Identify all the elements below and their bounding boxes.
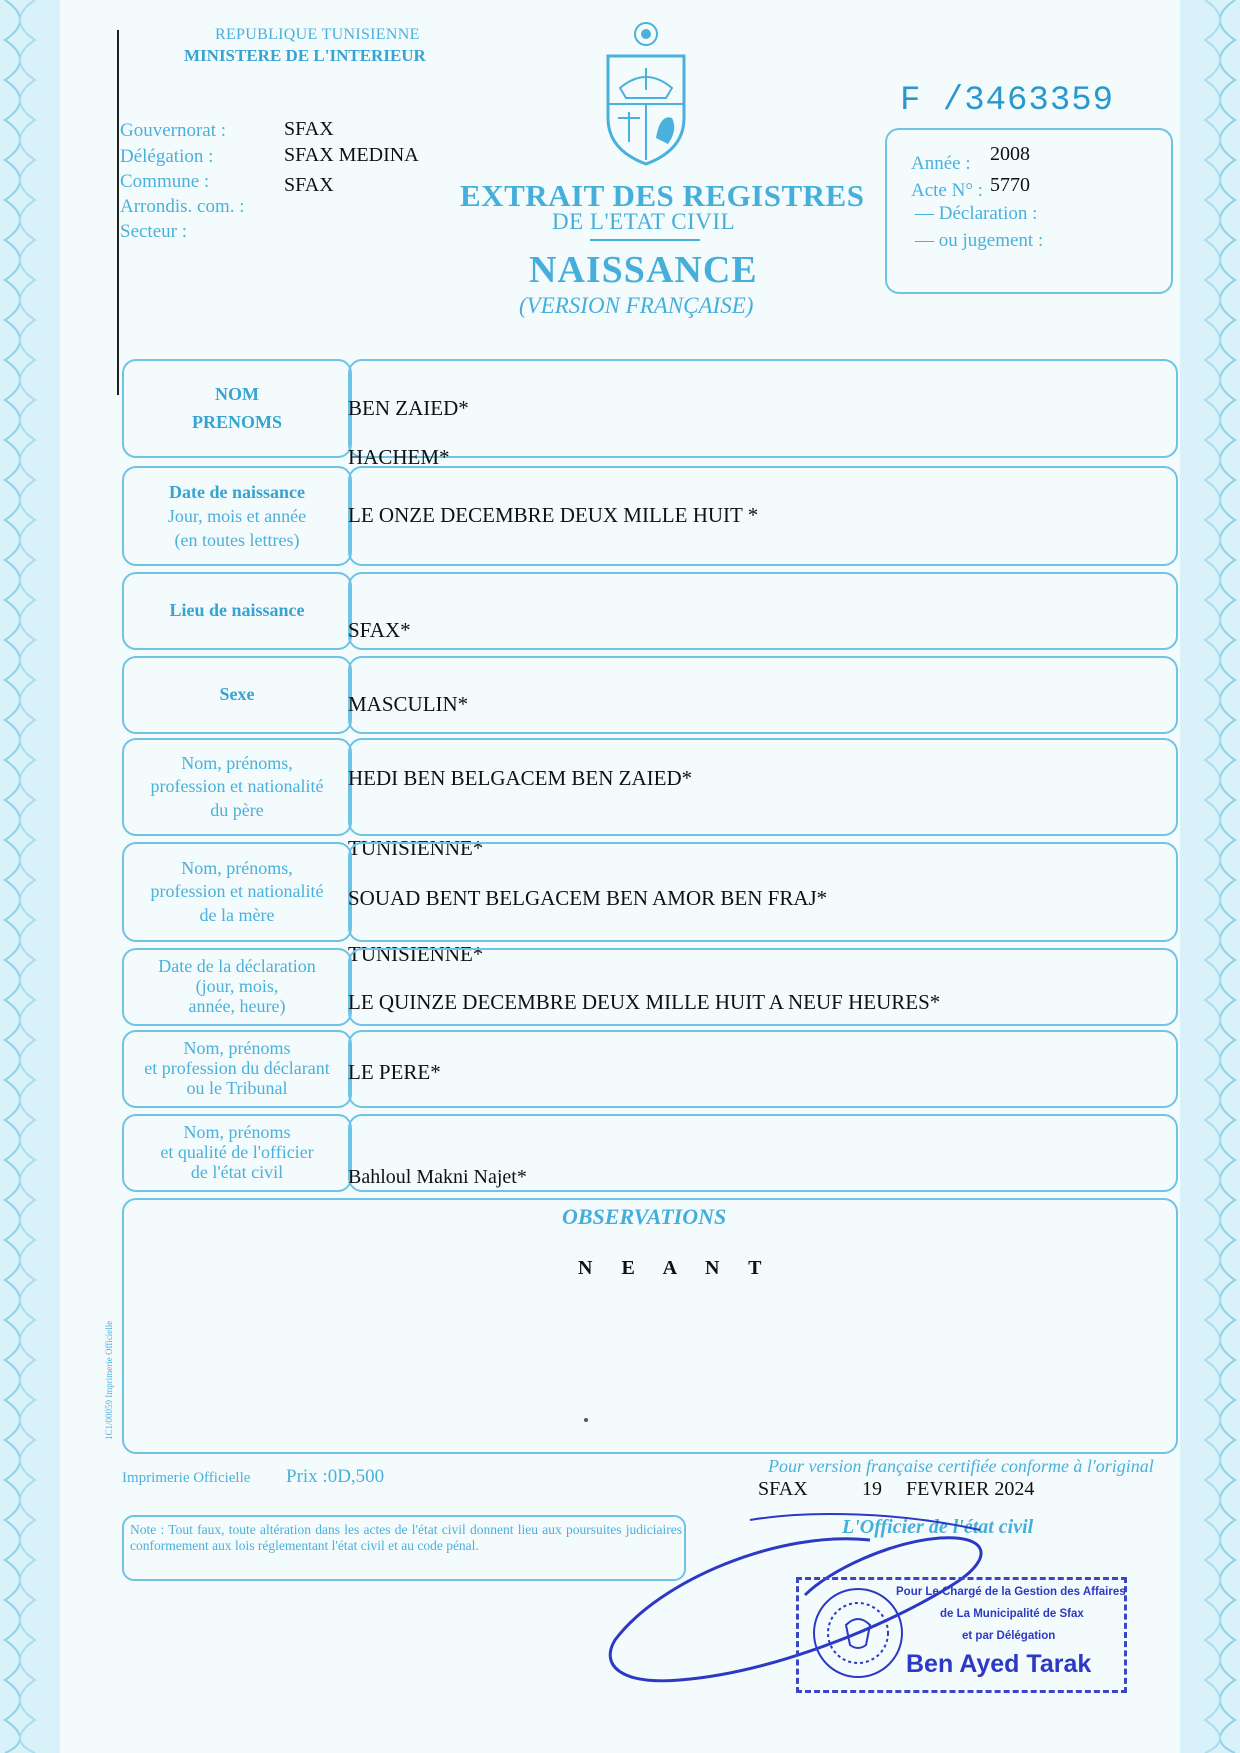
- sexe-label-box: [122, 656, 352, 734]
- acte-label: Acte N° :: [911, 180, 983, 201]
- officier-label-line1: Nom, prénoms: [183, 1122, 291, 1143]
- declaration-label: — Déclaration :: [915, 203, 1038, 224]
- lieu-naissance-value: SFAX*: [348, 618, 411, 642]
- declaration-label-line1: Date de la déclaration: [158, 956, 316, 977]
- coat-of-arms-icon: [600, 18, 692, 168]
- secteur-label: Secteur :: [120, 221, 188, 242]
- mere-label-line1: Nom, prénoms,: [181, 857, 293, 878]
- stamp-line2: de La Municipalité de Sfax: [940, 1608, 1084, 1620]
- gouvernorat-label: Gouvernorat :: [120, 120, 227, 141]
- sexe-value-box: [348, 656, 1178, 734]
- pere-label-line2: profession et nationalité: [150, 776, 324, 797]
- stamp-line3: et par Délégation: [962, 1630, 1056, 1642]
- lieu-naissance-label: Lieu de naissance: [169, 600, 305, 621]
- officier-value: Bahloul Makni Najet*: [348, 1166, 527, 1188]
- observations-value: N E A N T: [578, 1257, 774, 1279]
- observations-dot: [584, 1418, 588, 1422]
- title-etat-civil: DE L'ETAT CIVIL: [552, 209, 736, 234]
- nom-prenoms-value-box: [348, 359, 1178, 458]
- certification-text: Pour version française certifiée conforme à l'original: [768, 1456, 1154, 1476]
- pere-value: HEDI BEN BELGACEM BEN ZAIED*: [348, 766, 693, 790]
- arrondissement-label: Arrondis. com. :: [120, 196, 245, 217]
- sexe-label: Sexe: [219, 684, 255, 705]
- declarant-value-box: [348, 1030, 1178, 1108]
- imprimerie-label: Imprimerie Officielle: [122, 1470, 251, 1486]
- mere-nationalite: TUNISIENNE*: [348, 942, 484, 966]
- stamp-name: Ben Ayed Tarak: [906, 1650, 1092, 1678]
- commune-value: SFAX: [284, 174, 334, 196]
- nom-value: BEN ZAIED*: [348, 396, 469, 420]
- observations-box: [122, 1198, 1178, 1454]
- right-guilloche-border: [1180, 0, 1240, 1753]
- date-naissance-title: Date de naissance: [169, 482, 305, 503]
- jugement-label: — ou jugement :: [915, 230, 1044, 251]
- officier-signature-label: L'Officier de l'état civil: [842, 1516, 1034, 1538]
- prix-label: Prix :0D,500: [286, 1466, 385, 1487]
- declaration-label-box: [122, 948, 352, 1026]
- mere-value: SOUAD BENT BELGACEM BEN AMOR BEN FRAJ*: [348, 886, 828, 910]
- mere-label-line3: de la mère: [199, 904, 275, 925]
- title-version: (VERSION FRANÇAISE): [519, 293, 754, 318]
- issue-month-year: FEVRIER 2024: [906, 1478, 1035, 1500]
- issue-day: 19: [862, 1478, 882, 1500]
- gouvernorat-value: SFAX: [284, 118, 334, 140]
- pere-nationalite: TUNISIENNE*: [348, 836, 484, 860]
- declarant-label-line3: ou le Tribunal: [186, 1077, 288, 1098]
- declarant-value: LE PERE*: [348, 1060, 441, 1084]
- date-naissance-label-box: [122, 466, 352, 566]
- title-divider: [590, 239, 700, 241]
- country-name: REPUBLIQUE TUNISIENNE: [215, 26, 420, 43]
- annee-value: 2008: [990, 143, 1030, 165]
- sexe-value: MASCULIN*: [348, 692, 469, 716]
- acte-value: 5770: [990, 174, 1030, 196]
- declarant-label-line2: et profession du déclarant: [144, 1058, 330, 1079]
- pere-label-line3: du père: [210, 799, 264, 820]
- serial-number: F /3463359: [900, 82, 1115, 120]
- mere-label-line2: profession et nationalité: [150, 881, 324, 902]
- left-margin-rule: [117, 30, 119, 395]
- title-naissance: NAISSANCE: [529, 249, 758, 291]
- declaration-value: LE QUINZE DECEMBRE DEUX MILLE HUIT A NEUF HEURES*: [348, 990, 941, 1014]
- ministry-name: MINISTERE DE L'INTERIEUR: [184, 46, 426, 65]
- pere-label-line1: Nom, prénoms,: [181, 752, 293, 773]
- officier-label-box: [122, 1114, 352, 1192]
- lieu-naissance-label-box: [122, 572, 352, 650]
- side-print-text: 1C1/00059 Imprimerie Officielle: [104, 1320, 114, 1440]
- prenoms-value: HACHEM*: [348, 445, 450, 469]
- declarant-label-line1: Nom, prénoms: [183, 1038, 291, 1059]
- prenoms-label: PRENOMS: [192, 411, 282, 432]
- commune-label: Commune :: [120, 171, 210, 192]
- title-extrait: EXTRAIT DES REGISTRES: [460, 178, 865, 213]
- issue-place: SFAX: [758, 1478, 808, 1500]
- legal-note: Note : Tout faux, toute altération dans les actes de l'état civil donnent lieu aux poursuites judiciaires conformement aux lois réglementant l'état civil et au code pénal.: [130, 1522, 682, 1553]
- delegation-value: SFAX MEDINA: [284, 144, 419, 166]
- date-naissance-sub2: (en toutes lettres): [174, 529, 300, 550]
- nom-prenoms-label-box: [122, 359, 352, 458]
- delegation-label: Délégation :: [120, 146, 214, 167]
- officier-label-line2: et qualité de l'officier: [160, 1142, 314, 1163]
- declaration-label-line2: (jour, mois,: [195, 976, 279, 997]
- declaration-label-line3: année, heure): [188, 995, 286, 1016]
- observations-title: OBSERVATIONS: [562, 1204, 727, 1229]
- officier-label-line3: de l'état civil: [190, 1161, 284, 1182]
- nom-label: NOM: [215, 383, 259, 404]
- date-naissance-sub1: Jour, mois et année: [167, 506, 307, 527]
- stamp-line1: Pour Le Chargé de la Gestion des Affaires: [896, 1586, 1126, 1598]
- lieu-naissance-value-box: [348, 572, 1178, 650]
- declarant-label-box: [122, 1030, 352, 1108]
- mere-label-box: [122, 842, 352, 942]
- annee-label: Année :: [911, 153, 971, 174]
- pere-label-box: [122, 738, 352, 836]
- left-guilloche-border: [0, 0, 60, 1753]
- municipality-seal-icon: [810, 1585, 906, 1681]
- date-naissance-value: LE ONZE DECEMBRE DEUX MILLE HUIT *: [348, 503, 759, 527]
